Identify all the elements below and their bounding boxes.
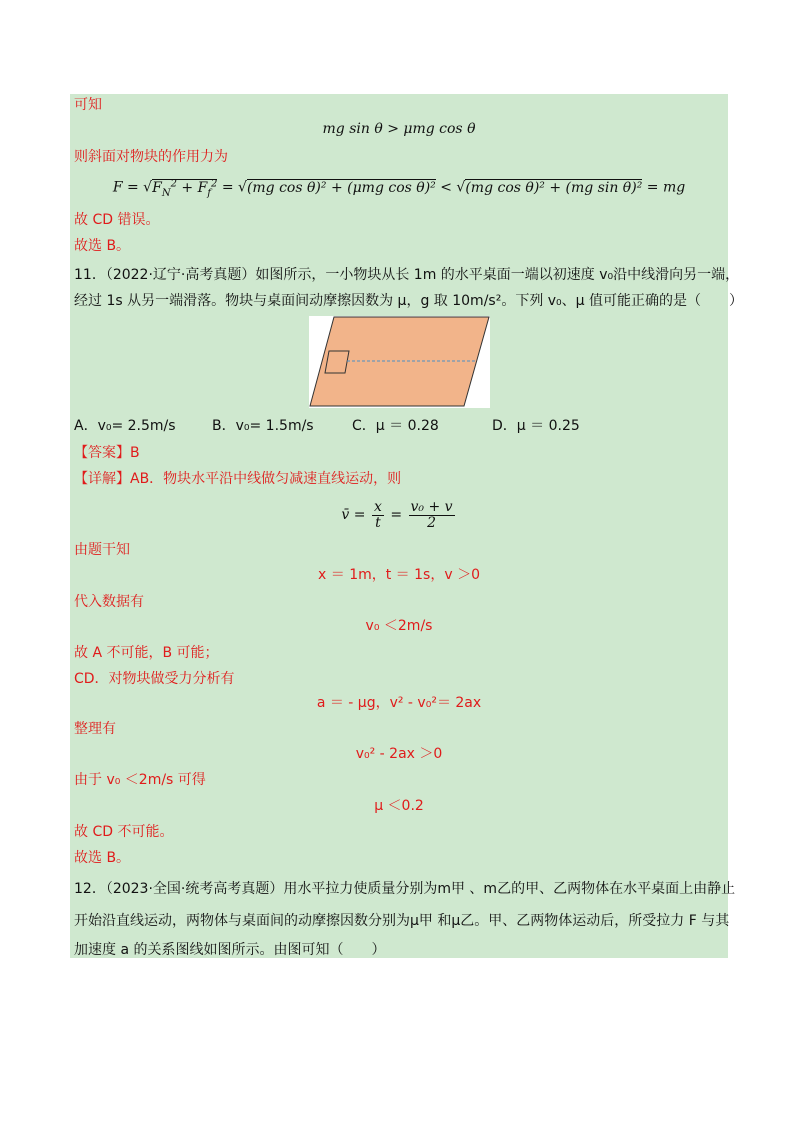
text-choose-b: 故选 B。: [74, 238, 131, 254]
text-kezhi: 可知: [74, 97, 102, 113]
eq-vbar-den2: 2: [427, 514, 436, 531]
option-c[interactable]: C．μ ＝ 0.28: [352, 418, 439, 434]
text-cd-force: CD．对物块做受力分析有: [74, 671, 235, 687]
text-choose-b-2: 故选 B。: [74, 850, 131, 866]
question-11-line2: 经过 1s 从另一端滑落。物块与桌面间动摩擦因数为 μ，g 取 10m/s²。下列 v₀、μ 值可能正确的是（ ）: [74, 293, 744, 309]
eq2-sqrt-term-2: (mg cos θ)² + (mg sin θ)²: [465, 179, 643, 196]
table-diagram: [309, 316, 490, 408]
eq2-less-than: <: [440, 179, 457, 196]
text-a-b-conclusion: 故 A 不可能，B 可能；: [74, 645, 219, 661]
text-substitute: 代入数据有: [74, 594, 144, 610]
text-rearrange: 整理有: [74, 721, 116, 737]
eq2-lhs: F =: [112, 179, 139, 196]
text-force-on-block: 则斜面对物块的作用力为: [74, 149, 228, 165]
equation-inequality: v₀² - 2ax ＞0: [355, 746, 443, 762]
question-11-line1: 11．（2022·辽宁·高考真题）如图所示，一小物块从长 1m 的水平桌面一端以初速度 v₀沿中线滑向另一端，: [74, 267, 740, 283]
eq2-result: = mg: [646, 179, 686, 196]
eq-vbar-num2: v₀ + v: [410, 498, 453, 515]
eq-vbar-num1: x: [373, 498, 382, 515]
eq-vbar-den1: t: [375, 514, 381, 531]
eq2-sub-n: N: [161, 187, 171, 199]
equation-v0-bound: v₀ ＜2m/s: [365, 618, 433, 634]
equation-mu-bound: μ ＜0.2: [374, 798, 424, 814]
question-12-line1: 12．（2023·全国·统考高考真题）用水平拉力使质量分别为m甲 、m乙的甲、乙两物体在水平桌面上由静止: [74, 881, 736, 897]
table-figure: [309, 316, 490, 408]
equation-acceleration: a ＝ - μg，v² - v₀²＝ 2ax: [316, 695, 482, 711]
text-given: 由题干知: [74, 542, 130, 558]
eq2-ff: + F: [176, 179, 208, 196]
option-d[interactable]: D．μ ＝ 0.25: [492, 418, 580, 434]
option-a[interactable]: A．v₀= 2.5m/s: [74, 418, 176, 434]
eq-vbar-lhs: v̄ =: [341, 507, 366, 523]
equation-given-values: x ＝ 1m，t ＝ 1s，v ＞0: [318, 567, 480, 583]
eq2-equals: =: [221, 179, 239, 196]
question-12-line2: 开始沿直线运动，两物体与桌面间的动摩擦因数分别为μ甲 和μ乙。甲、乙两物体运动后，所受拉力 F 与其: [74, 913, 730, 929]
text-cd-wrong: 故 CD 错误。: [74, 212, 160, 228]
option-b[interactable]: B．v₀= 1.5m/s: [212, 418, 314, 434]
detail-line: 【详解】AB．物块水平沿中线做匀减速直线运动，则: [74, 471, 402, 487]
eq2-sqrt-term: (mg cos θ)² + (μmg cos θ)²: [246, 179, 436, 196]
equation-average-velocity: v̄ = $\frac{x}{t}$ = $\frac{\text{v₀ + v}}{2}$: [341, 498, 453, 531]
equation-inclined-friction: mg sin θ > μmg cos θ: [322, 121, 476, 137]
block: [325, 351, 349, 373]
text-cd-impossible: 故 CD 不可能。: [74, 824, 174, 840]
equation-total-force: $F = √F_N^2 + F_f^2 = √(mg$ cos θ)² + (μmg cos θ)² < √(mg cos θ)² + (mg sin θ)² = mg: [112, 178, 686, 199]
eq2-sub-f: f: [207, 187, 211, 199]
question-12-line3: 加速度 a 的关系图线如图所示。由图可知（ ）: [74, 942, 386, 958]
eq2-fn: F: [152, 179, 162, 196]
text-since: 由于 v₀ ＜2m/s 可得: [74, 772, 206, 788]
answer-line: 【答案】B: [74, 445, 140, 461]
